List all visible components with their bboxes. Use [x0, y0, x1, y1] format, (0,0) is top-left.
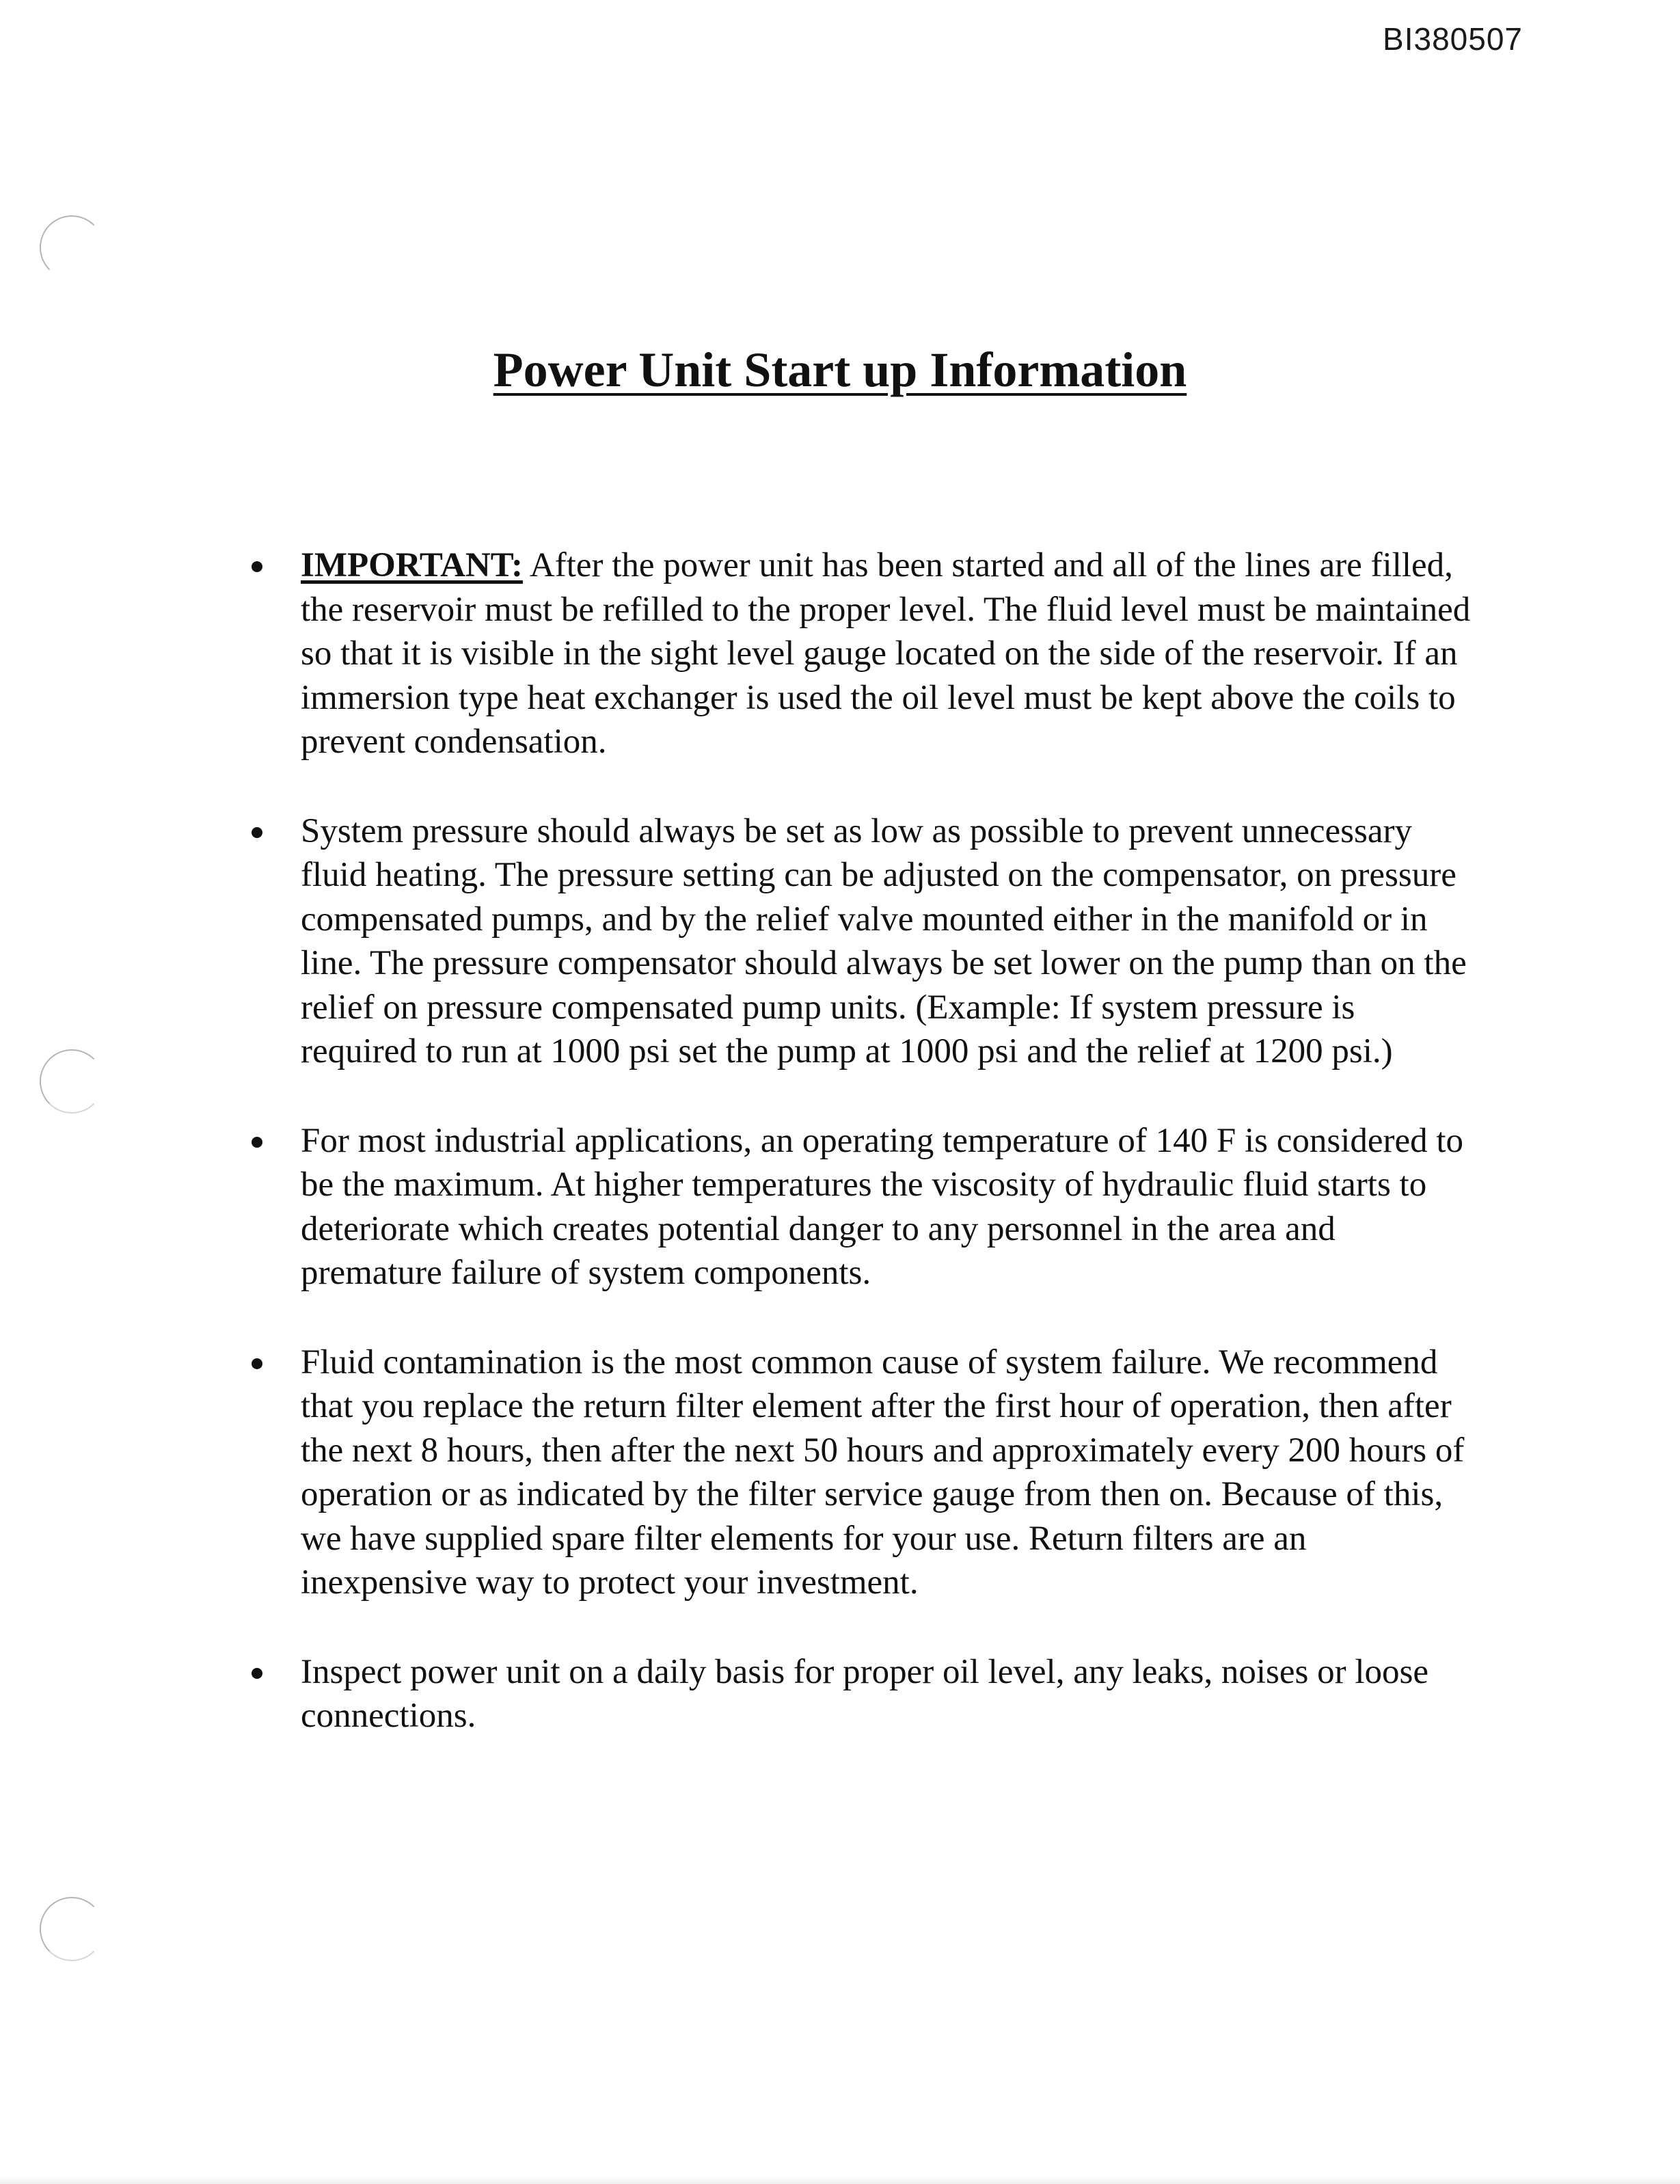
document-id: BI380507 [1383, 21, 1523, 57]
important-label: IMPORTANT: [301, 546, 523, 584]
punch-hole-bottom [40, 1897, 104, 1961]
list-item-important [226, 543, 1476, 764]
list-item-system-pressure [226, 809, 1476, 1074]
list-item-text: After the power unit has been started and all of the lines are filled, the reservoir must be refilled to the proper level. The fluid level must be maintained so that it is visible in the sight level gauge located on the side of the reservoir. If an immersion type heat exchanger is used the oil level must be kept above the coils to prevent condensation. [301, 546, 1471, 761]
list-item-text: Fluid contamination is the most common cause of system failure. We recommend that you replace the return filter element after the first hour of operation, then after the next 8 hours, then after the next 50 hours and approximately every 200 hours of operation or as indicated by the filter service gauge from then on. Because of this, we have supplied spare filter elements for your use. Return filters are an inexpensive way to protect your investment. [301, 1343, 1465, 1602]
bullet-icon [252, 1358, 262, 1369]
instruction-list [226, 543, 1476, 1783]
list-item-text: For most industrial applications, an operating temperature of 140 F is considered to be the maximum. At higher temperatures the viscosity of hydraulic fluid starts to deteriorate which creates potential danger to any personnel in the area and premature failure of system components. [301, 1121, 1464, 1292]
bullet-icon [252, 827, 262, 838]
page-title: Power Unit Start up Information [493, 342, 1187, 397]
list-item-text: System pressure should always be set as low as possible to prevent unnecessary fluid heating. The pressure setting can be adjusted on the compensator, on pressure compensated pumps, and by the relief valve mounted either in the manifold or in line. The pressure compensator should always be set lower on the pump than on the relief on pressure compensated pump units. (Example: If system pressure is required to run at 1000 psi set the pump at 1000 psi and the relief at 1200 psi.) [301, 811, 1467, 1070]
list-item-text: Inspect power unit on a daily basis for proper oil level, any leaks, noises or loose connections. [301, 1652, 1429, 1735]
scan-edge [0, 2176, 1680, 2184]
list-item-daily-inspection [226, 1650, 1476, 1738]
bullet-icon [252, 561, 262, 572]
punch-hole-top [40, 215, 104, 280]
bullet-icon [252, 1668, 262, 1679]
bullet-icon [252, 1137, 262, 1148]
punch-hole-middle [40, 1049, 104, 1114]
list-item-fluid-contamination [226, 1340, 1476, 1605]
list-item-operating-temperature [226, 1119, 1476, 1295]
